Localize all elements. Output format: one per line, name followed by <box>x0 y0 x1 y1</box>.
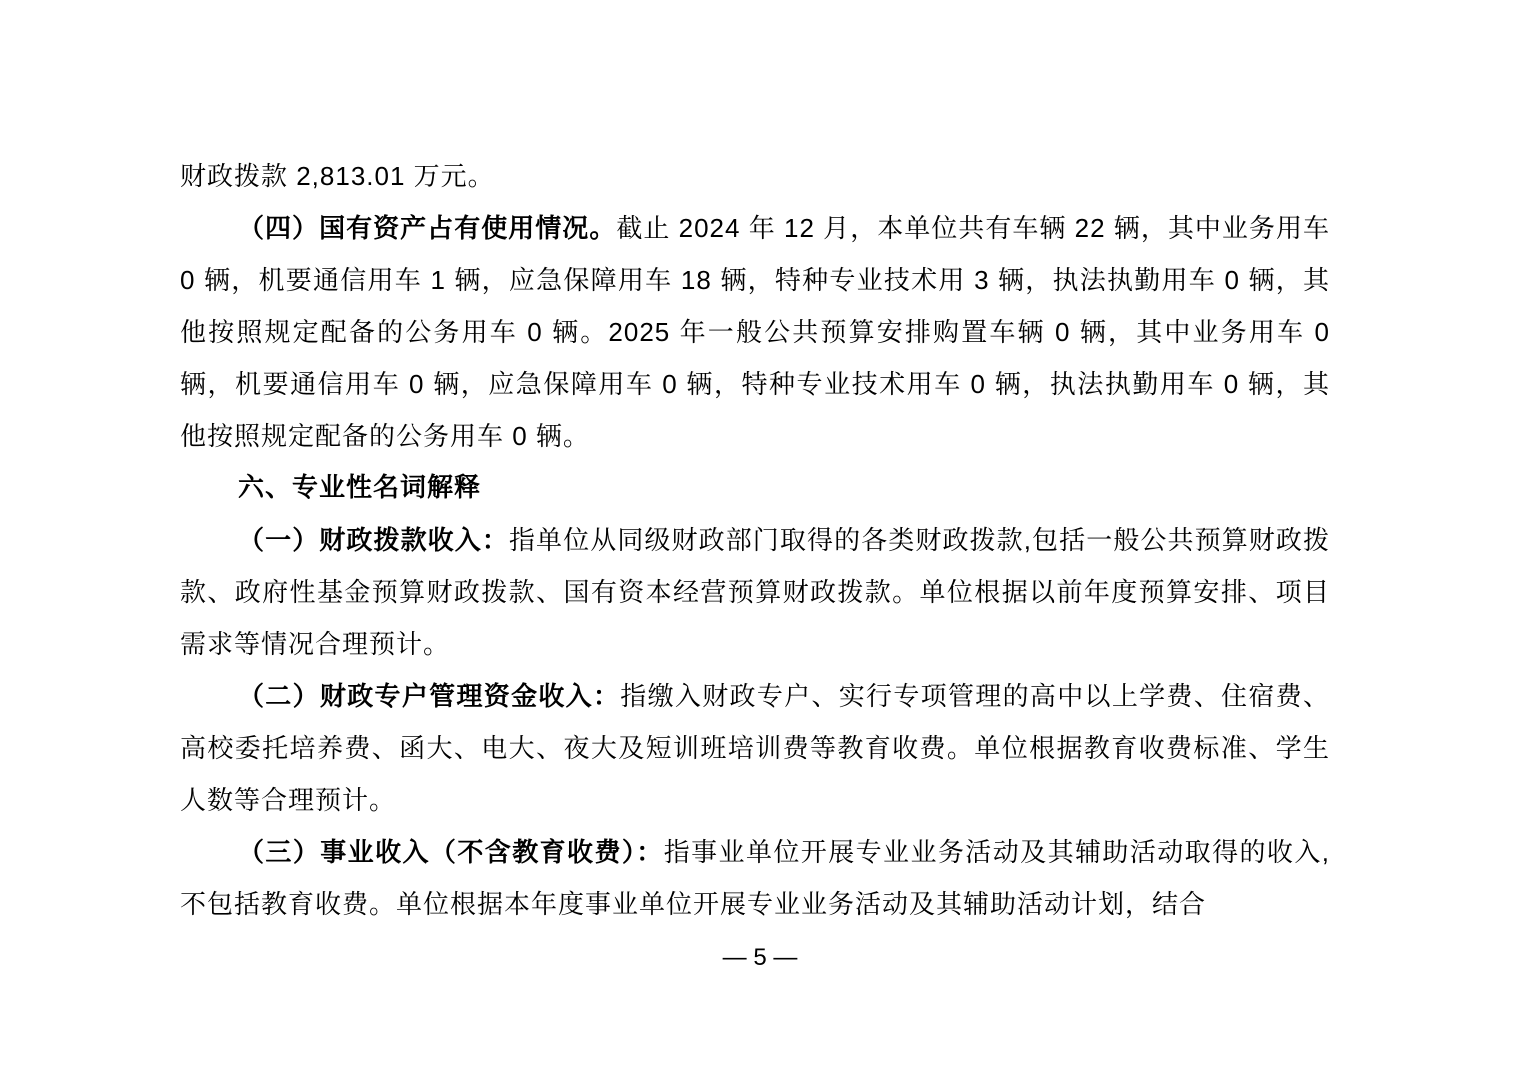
paragraph-lead-heading: （四）国有资产占有使用情况。 <box>238 213 617 243</box>
document-body <box>180 150 1330 930</box>
paragraph-lead-heading: （一）财政拨款收入： <box>238 525 509 555</box>
paragraph-text: 指缴入财政专户、实行专项管理的高中以上学费、住宿费、高校委托培养费、函大、电大、夜大及短训班培训费等教育收费。单位根据教育收费标准、学生人数等合理预计。 <box>180 681 1330 815</box>
paragraph-text: 财政拨款 2,813.01 万元。 <box>180 161 495 191</box>
paragraph-text: 指单位从同级财政部门取得的各类财政拨款,包括一般公共预算财政拨款、政府性基金预算财政拨款、国有资本经营预算财政拨款。单位根据以前年度预算安排、项目需求等情况合理预计。 <box>180 525 1330 659</box>
paragraph-state-assets-usage <box>180 202 1330 462</box>
paragraph-lead-heading: （二）财政专户管理资金收入： <box>238 681 621 711</box>
paragraph-business-income <box>180 826 1330 930</box>
paragraph-fiscal-allocation-amount <box>180 150 1330 202</box>
page-number: — 5 — <box>722 944 798 971</box>
paragraph-special-account-income <box>180 670 1330 826</box>
paragraph-text: 截止 2024 年 12 月，本单位共有车辆 22 辆，其中业务用车 0 辆，机要通信用车 1 辆，应急保障用车 18 辆，特种专业技术用 3 辆，执法执勤用车 0 辆，其他按照规定配备的公务用车 0 辆。2025 年一般公共预算安排购置车辆 0 辆，其中业务用车 0 辆，机要通信用车 0 辆，应急保障用车 0 辆，特种专业技术用车 0 辆，执法执勤用车 0 辆，其他按照规定配备的公务用车 0 辆。 <box>180 213 1330 451</box>
paragraph-text: 指事业单位开展专业业务活动及其辅助活动取得的收入,不包括教育收费。单位根据本年度事业单位开展专业业务活动及其辅助活动计划，结合 <box>180 837 1330 919</box>
paragraph-fiscal-appropriation-income <box>180 514 1330 670</box>
paragraph-lead-heading: （三）事业收入（不含教育收费）： <box>238 837 664 867</box>
section-heading-terminology: 六、专业性名词解释 <box>238 473 482 503</box>
